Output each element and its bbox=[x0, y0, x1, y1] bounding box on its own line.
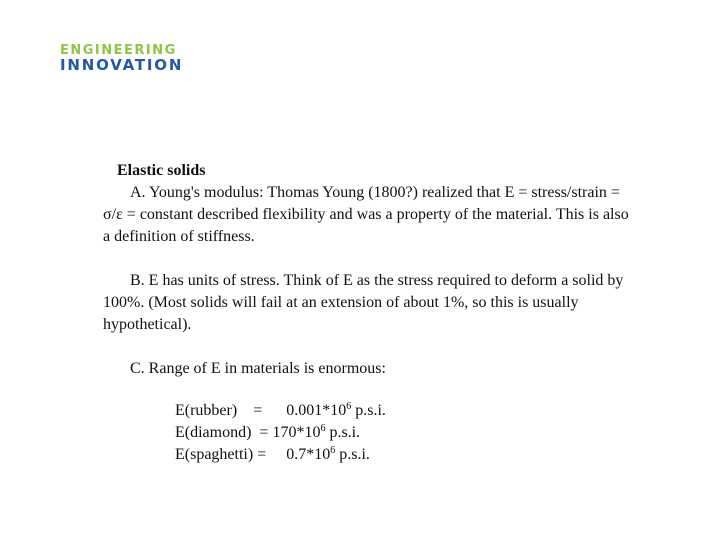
modulus-row-rubber bbox=[175, 400, 633, 422]
material-label: E(rubber) = bbox=[175, 402, 287, 419]
material-label: E(diamond) = bbox=[175, 424, 273, 441]
logo-line-innovation: INNOVATION bbox=[60, 56, 184, 74]
paragraph-spacer bbox=[103, 336, 633, 358]
modulus-unit: p.s.i. bbox=[351, 402, 386, 419]
modulus-unit: p.s.i. bbox=[335, 446, 370, 463]
modulus-exponent: 6 bbox=[320, 423, 326, 434]
modulus-row-spaghetti bbox=[175, 444, 633, 466]
modulus-unit: p.s.i. bbox=[325, 424, 361, 441]
modulus-row-diamond bbox=[175, 422, 633, 444]
modulus-exponent: 6 bbox=[330, 445, 336, 456]
material-label: E(spaghetti) = bbox=[175, 446, 287, 463]
slide-content bbox=[103, 160, 633, 466]
modulus-value: 0.7*10 bbox=[286, 446, 331, 463]
paragraph-range-of-e: C. Range of E in materials is enormous: bbox=[130, 360, 386, 377]
modulus-value: 170*10 bbox=[272, 424, 321, 441]
modulus-value: 0.001*10 bbox=[286, 402, 347, 419]
modulus-exponent: 6 bbox=[346, 401, 352, 412]
slide-heading: Elastic solids bbox=[117, 162, 206, 179]
paragraph-units-of-stress: B. E has units of stress. Think of E as the stress required to deform a solid by 100%. (Most solids will fail at an extension of about 1%, so this is usually hypothetical). bbox=[103, 272, 624, 333]
modulus-values-list bbox=[103, 400, 633, 466]
paragraph-youngs-modulus: A. Young's modulus: Thomas Young (1800?) realized that E = stress/strain = σ/ε = constant described flexibility and was a property of the material. This is also a definition of stiffness. bbox=[103, 184, 629, 245]
paragraph-spacer bbox=[103, 248, 633, 270]
engineering-innovation-logo bbox=[60, 44, 196, 72]
logo-line-engineering: ENGINEERING bbox=[60, 43, 177, 58]
